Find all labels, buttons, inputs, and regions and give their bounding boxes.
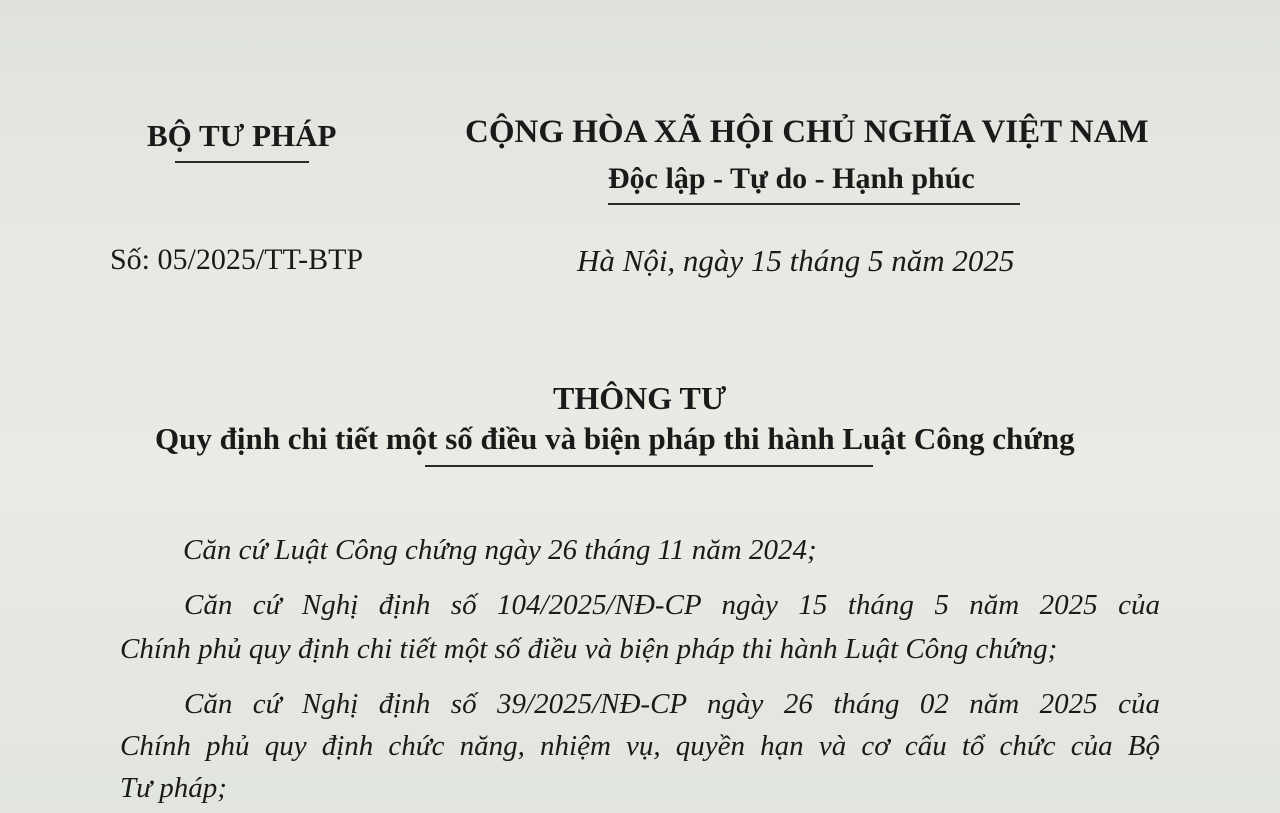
place-and-date: Hà Nội, ngày 15 tháng 5 năm 2025 xyxy=(577,243,1015,278)
legal-basis-paragraph-1 xyxy=(183,528,817,572)
legal-basis-paragraph-3 xyxy=(120,683,1160,809)
document-subject: Quy định chi tiết một số điều và biện pháp thi hành Luật Công chứng xyxy=(155,421,1075,456)
motto-underline xyxy=(608,203,1020,205)
paragraph-line: Căn cứ Nghị định số 104/2025/NĐ-CP ngày 15 tháng 5 năm 2025 của xyxy=(184,589,1160,621)
paragraph-line: Chính phủ quy định chức năng, nhiệm vụ, quyền hạn và cơ cấu tổ chức của Bộ xyxy=(120,730,1160,762)
national-title: CỘNG HÒA XÃ HỘI CHỦ NGHĨA VIỆT NAM xyxy=(465,114,1149,150)
subject-underline xyxy=(425,465,873,467)
paragraph-line: Tư pháp; xyxy=(120,772,227,804)
paragraph-line: Căn cứ Nghị định số 39/2025/NĐ-CP ngày 26 tháng 02 năm 2025 của xyxy=(184,688,1160,720)
paragraph-line: Căn cứ Luật Công chứng ngày 26 tháng 11 năm 2024; xyxy=(183,534,817,566)
document-type: THÔNG TƯ xyxy=(553,380,727,416)
paragraph-line: Chính phủ quy định chi tiết một số điều và biện pháp thi hành Luật Công chứng; xyxy=(120,633,1058,665)
issuing-ministry: BỘ TƯ PHÁP xyxy=(147,118,337,153)
ministry-underline xyxy=(175,161,309,163)
document-number: Số: 05/2025/TT-BTP xyxy=(110,243,364,276)
legal-basis-paragraph-2 xyxy=(120,583,1160,671)
national-motto: Độc lập - Tự do - Hạnh phúc xyxy=(608,162,975,195)
